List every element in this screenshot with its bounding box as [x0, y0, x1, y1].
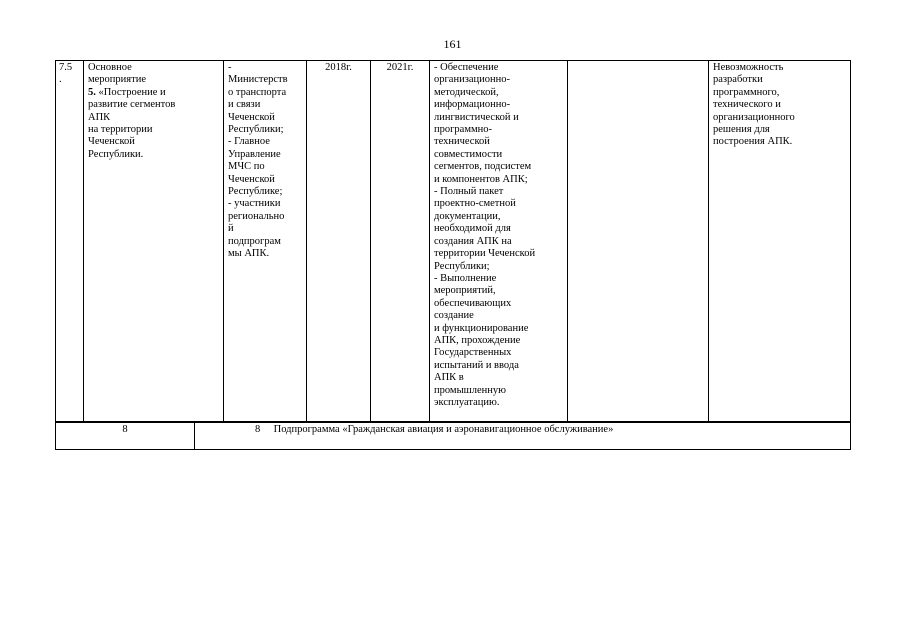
result-line: Государственных	[434, 347, 512, 359]
result-line: проектно-сметной	[434, 198, 516, 210]
result-line: документации,	[434, 210, 501, 222]
row-index-cell	[56, 61, 84, 422]
measure-title-text: «Построение и	[95, 86, 166, 98]
executor-line: Чеченской	[228, 111, 275, 123]
empty-cell	[568, 61, 709, 422]
page-number: 161	[443, 37, 462, 51]
result-line: организационно-	[434, 74, 510, 86]
measure-line: мероприятие	[88, 74, 146, 86]
result-line: методической,	[434, 86, 499, 98]
measure-number: 5.	[88, 86, 96, 98]
measure-line: Республики.	[88, 148, 144, 160]
consequence-line: Невозможность	[713, 62, 784, 73]
result-line: эксплуатацию.	[434, 396, 500, 408]
consequence-line: решения для	[713, 124, 770, 136]
result-line: - Полный пакет	[434, 186, 504, 198]
executors-cell	[224, 61, 307, 422]
executor-line: и связи	[228, 99, 261, 111]
start-year-cell	[307, 61, 371, 422]
executor-line: подпрограм	[228, 235, 281, 247]
result-line: Республики;	[434, 260, 490, 272]
end-year-cell	[371, 61, 430, 422]
result-line: АПК, прохождение	[434, 334, 521, 346]
result-line: территории Чеченской	[434, 248, 536, 260]
executor-line: мы АПК.	[228, 248, 270, 260]
result-line: - Обеспечение	[434, 62, 499, 73]
result-line: промышленную	[434, 384, 506, 396]
result-line: испытаний и ввода	[434, 359, 519, 371]
executor-line: - Главное	[228, 136, 270, 148]
subprogram-left-cell	[56, 423, 195, 450]
consequence-line: разработки	[713, 74, 763, 86]
subprogram-table	[55, 422, 851, 450]
result-line: и функционирование	[434, 322, 529, 334]
end-year: 2021г.	[386, 62, 414, 73]
executor-line: регионально	[228, 210, 285, 222]
measure-line: на территории	[88, 124, 153, 136]
consequence-line: организационного	[713, 111, 795, 123]
executor-line: Республике;	[228, 186, 283, 198]
measure-line: развитие сегментов	[88, 99, 176, 111]
measure-title-line	[88, 87, 219, 99]
consequence-line: программного,	[713, 86, 780, 98]
executor-line: о транспорта	[228, 86, 287, 98]
result-line: - Выполнение	[434, 272, 497, 284]
result-line: АПК в	[434, 372, 464, 384]
result-line: совместимости	[434, 148, 503, 160]
result-line: информационно-	[434, 99, 511, 111]
program-table	[55, 60, 851, 422]
row-index: 7.5	[59, 62, 73, 73]
subprogram-title-cell	[195, 423, 851, 450]
measure-line: Основное	[88, 62, 132, 73]
executor-line: й	[228, 223, 234, 235]
results-cell	[430, 61, 568, 422]
consequence-line: построения АПК.	[713, 136, 793, 148]
result-line: необходимой для	[434, 223, 511, 235]
executor-line: Чеченской	[228, 173, 275, 185]
executor-line: Управление	[228, 148, 281, 160]
result-line: программно-	[434, 124, 492, 136]
measure-line: АПК	[88, 111, 111, 123]
executor-line: - участники	[228, 198, 281, 210]
subprogram-title: Подпрограмма «Гражданская авиация и аэронавигационное обслуживание»	[273, 424, 614, 435]
result-line: создания АПК на	[434, 235, 512, 247]
result-line: обеспечивающих	[434, 297, 512, 309]
result-line: мероприятий,	[434, 285, 496, 297]
table-row-7-5	[56, 61, 851, 422]
subprogram-row	[56, 423, 851, 450]
executor-line: МЧС по	[228, 161, 265, 173]
result-line: и компонентов АПК;	[434, 173, 528, 185]
result-line: сегментов, подсистем	[434, 161, 532, 173]
subprogram-left-number: 8	[122, 424, 128, 435]
measure-cell	[84, 61, 224, 422]
measure-line: Чеченской	[88, 136, 135, 148]
result-line: технической	[434, 136, 490, 148]
start-year: 2018г.	[325, 62, 352, 73]
subprogram-number: 8	[255, 424, 261, 435]
row-index-dot: .	[59, 74, 62, 86]
executor-line: Республики;	[228, 124, 284, 136]
executor-line: Министерств	[228, 74, 288, 86]
consequences-cell	[709, 61, 851, 422]
result-line: лингвистической и	[434, 111, 519, 123]
consequence-line: технического и	[713, 99, 781, 111]
executor-line: -	[228, 62, 232, 73]
result-line: создание	[434, 310, 474, 322]
